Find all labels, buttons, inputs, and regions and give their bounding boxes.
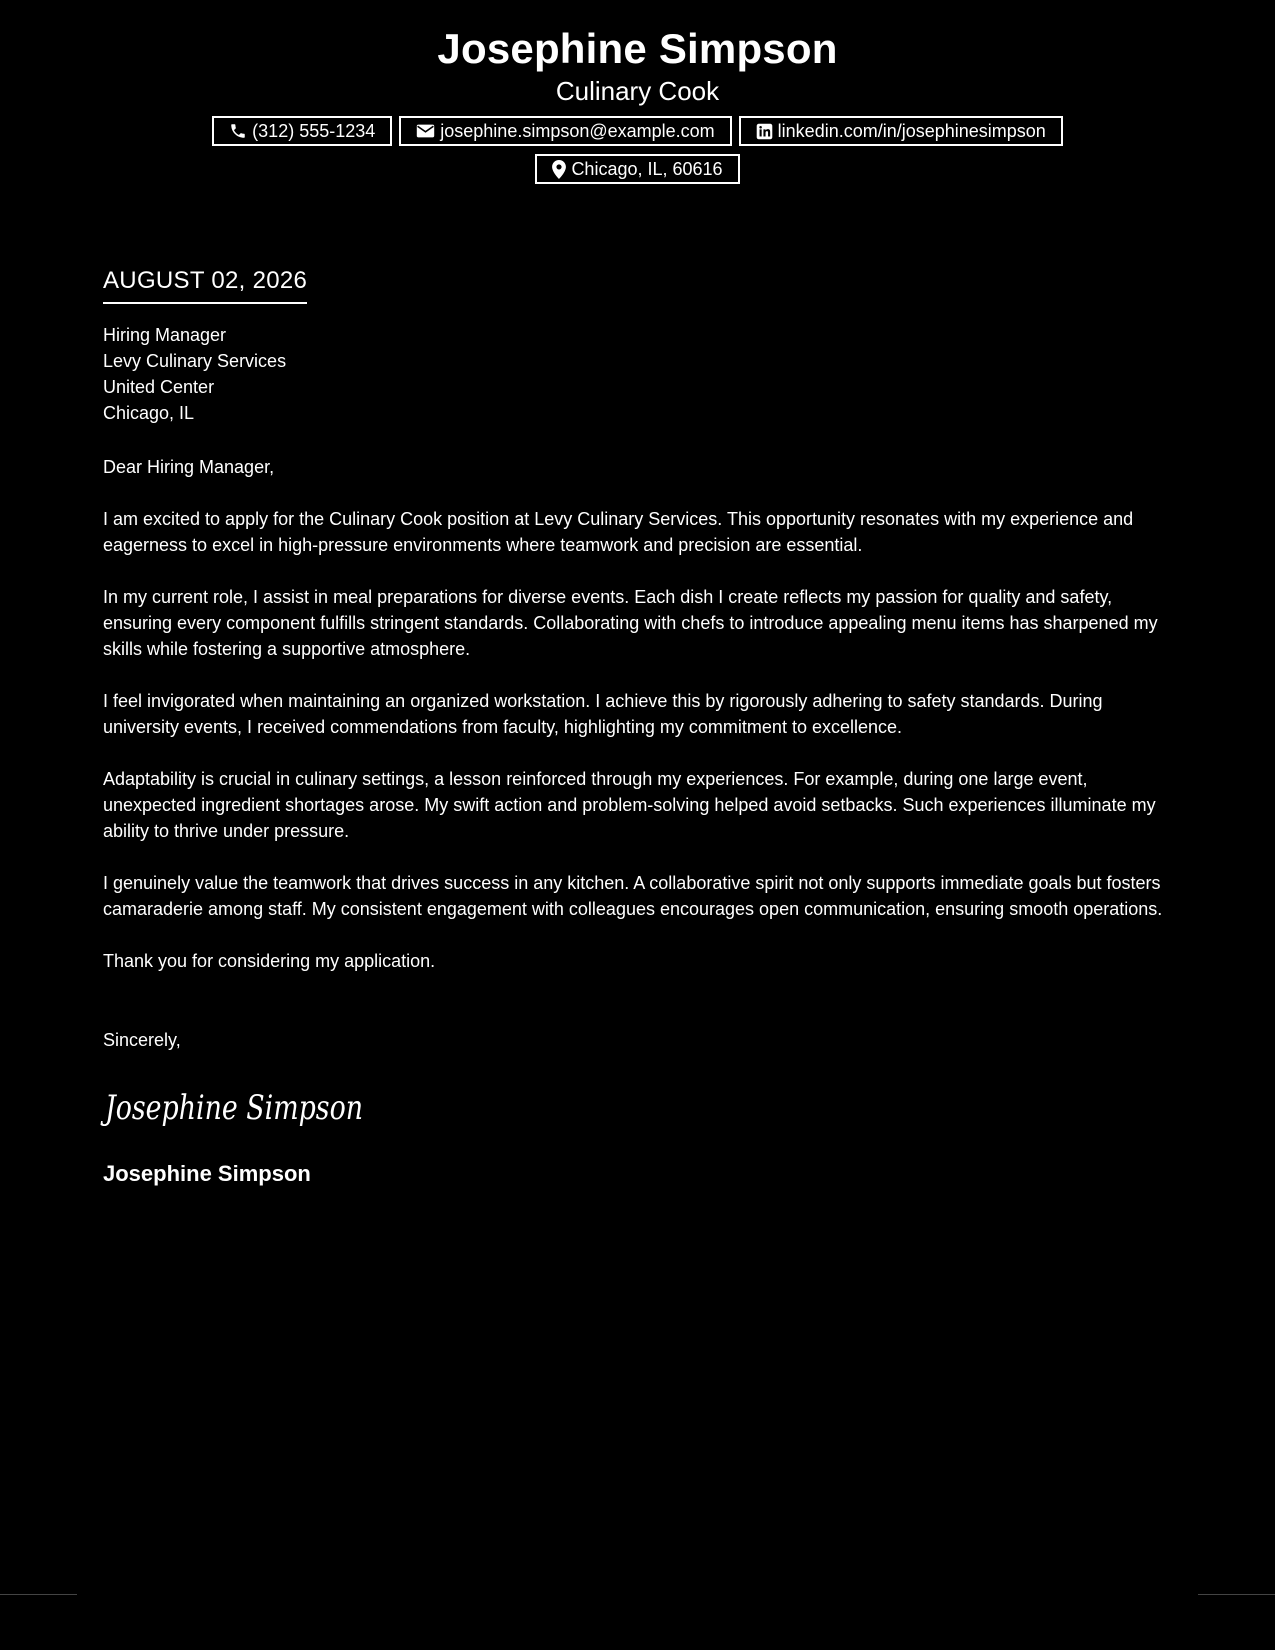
body-paragraph: Adaptability is crucial in culinary settings, a lesson reinforced through my experiences. For example, during one large event, unexpected ingredient shortages arose. My swift action and problem-solving helped avoid setbacks. Such experiences illuminate my ability to thrive under pressure. <box>103 769 1156 841</box>
envelope-icon <box>416 123 435 139</box>
location-contact <box>535 154 739 184</box>
phone-contact[interactable] <box>212 116 392 146</box>
linkedin-icon <box>756 123 773 140</box>
applicant-role: Culinary Cook <box>555 76 720 106</box>
contact-row-primary <box>0 116 1275 146</box>
recipient-line: Chicago, IL <box>103 403 195 423</box>
email-text: josephine.simpson@example.com <box>440 121 715 141</box>
location-text: Chicago, IL, 60616 <box>571 159 723 179</box>
phone-icon <box>229 122 247 140</box>
signer-name: Josephine Simpson <box>103 1161 311 1186</box>
handwritten-signature <box>100 1081 368 1131</box>
map-pin-icon <box>552 160 566 179</box>
contact-row-secondary <box>0 154 1275 184</box>
salutation: Dear Hiring Manager, <box>103 457 275 477</box>
recipient-block <box>103 322 1178 426</box>
body-paragraph: I am excited to apply for the Culinary Cook position at Levy Culinary Services. This opportunity resonates with my experience and eagerness to excel in high-pressure environments where teamwork and precision are essential. <box>103 509 1134 555</box>
letter-body <box>100 266 1178 1187</box>
signature-image <box>100 1081 368 1131</box>
recipient-line: United Center <box>103 377 215 397</box>
applicant-name: Josephine Simpson <box>437 25 838 72</box>
recipient-line: Hiring Manager <box>103 325 227 345</box>
body-paragraph: Thank you for considering my application. <box>103 951 436 971</box>
recipient-line: Levy Culinary Services <box>103 351 287 371</box>
body-paragraph: I genuinely value the teamwork that drives success in any kitchen. A collaborative spirit not only supports immediate goals but fosters camaraderie among staff. My consistent engagement with colleagues encourages open communication, ensuring smooth operations. <box>103 873 1163 919</box>
letter-date: AUGUST 02, 2026 <box>103 266 307 304</box>
linkedin-text: linkedin.com/in/josephinesimpson <box>777 121 1046 141</box>
body-paragraph: In my current role, I assist in meal preparations for diverse events. Each dish I create reflects my passion for quality and safety, ensuring every component fulfills stringent standards. Collaborating with chefs to introduce appealing menu items has sharpened my skills while fostering a supportive atmosphere. <box>103 587 1158 659</box>
closing: Sincerely, <box>103 1030 181 1050</box>
letter-header <box>0 22 1275 192</box>
footer-rule-left <box>0 1594 77 1595</box>
linkedin-contact[interactable] <box>739 116 1063 146</box>
svg-text:Josephine Simpson: Josephine Simpson <box>100 1088 363 1128</box>
email-contact[interactable] <box>399 116 731 146</box>
body-paragraph: I feel invigorated when maintaining an organized workstation. I achieve this by rigorously adhering to safety standards. During university events, I received commendations from faculty, highlighting my commitment to excellence. <box>103 691 1103 737</box>
footer-rule-right <box>1198 1594 1275 1595</box>
phone-text: (312) 555-1234 <box>252 121 376 141</box>
